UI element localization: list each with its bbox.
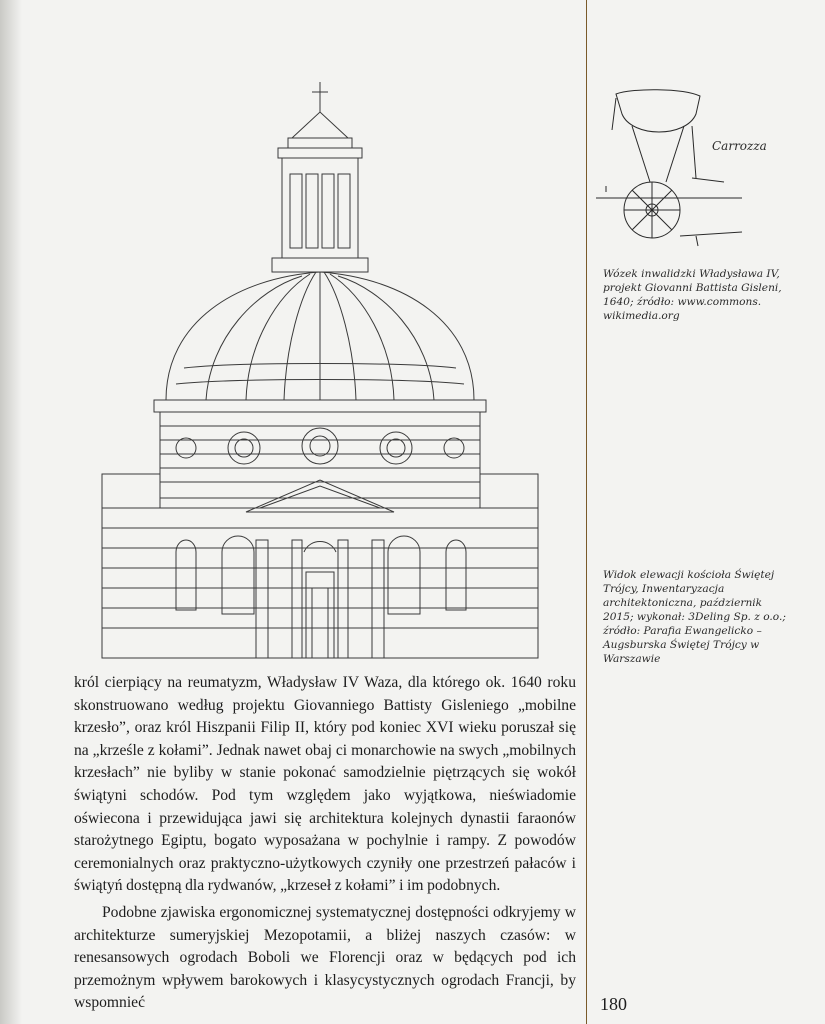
wheelchair-caption: Wózek inwalidzki Władysława IV, projekt Giovanni Battista Gisleni, 1640; źródło: www.commons. wikimedia.org xyxy=(603,268,782,322)
church-elevation-drawing xyxy=(96,82,556,660)
body-text xyxy=(74,672,576,1015)
paragraph: król cierpiący na reumatyzm, Władysław IV Waza, dla którego ok. 1640 roku skonstruowano według projektu Giovanniego Battisty Gisleniego „mobilne krzesło”, oraz król Hiszpanii Filip II, który pod koniec XVI wieku poruszał się na „krześle z kołami”. Jednak nawet obaj ci monarchowie na swych „mobilnych krzesłach” nie byliby w stanie pokonać samodzielnie piętrzących się wokół świątyni schodów. Pod tym względem jako wyjątkowa, nieświadomie oświecona i przewidująca jawi się architektura kolejnych dynastii faraonów starożytnego Egiptu, bogato wyposażana w pochylnie i rampy. Z powodów ceremonialnych oraz praktyczno-użytkowych czyniły one przestrzeń pałaców i świątyń dostępną dla rydwanów, „krzeseł z kołami” i im podobnych. xyxy=(74,674,576,895)
page-number: 180 xyxy=(600,994,627,1014)
margin-rule xyxy=(586,0,587,1024)
wheelchair-sketch xyxy=(592,86,770,256)
spine-shadow xyxy=(0,0,22,1024)
sketch-annotation: Carrozza xyxy=(712,139,767,153)
church-caption: Widok elewacji kościoła Świętej Trójcy, Inwentaryzacja architektoniczna, październik 2015; wykonał: 3Deling Sp. z o.o.; źródło: Parafia Ewangelicko – Augsburska Świętej Trójcy w Warszawie xyxy=(603,569,786,665)
paragraph: Podobne zjawiska ergonomicznej systematycznej dostępności odkryjemy w architekturze sumeryjskiej Mezopotamii, a bliżej naszych czasów: w renesansowych ogrodach Boboli we Florencji oraz w będących pod ich przemożnym wpływem barokowych i klasycystycznych ogrodach Francji, by wspomnieć xyxy=(74,903,576,1012)
